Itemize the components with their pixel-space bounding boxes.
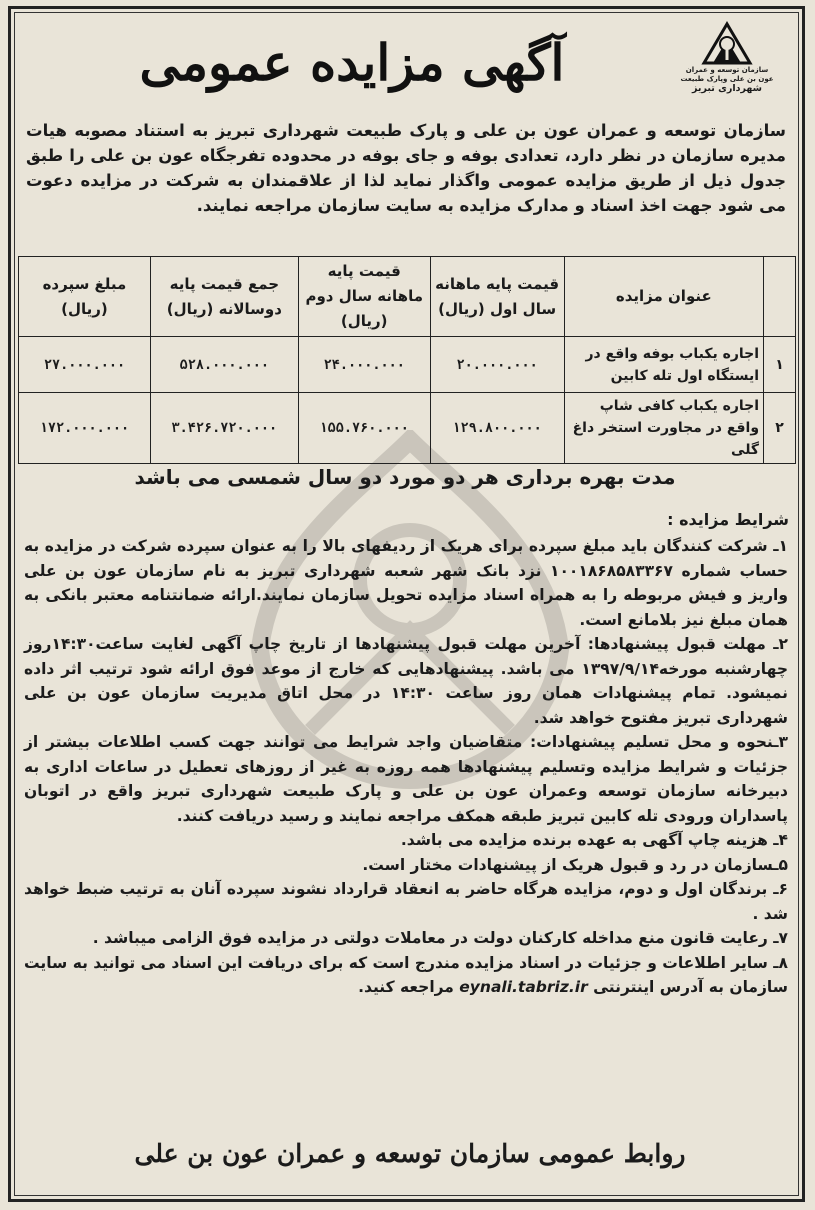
row-price-year2: ۲۴.۰۰۰.۰۰۰ xyxy=(298,337,430,393)
footer-signature: روابط عمومی سازمان توسعه و عمران عون بن علی xyxy=(134,1139,686,1168)
header-deposit: مبلغ سپرده (ریال) xyxy=(19,257,151,337)
table-row xyxy=(19,337,796,393)
condition-8-tail: مراجعه کنید. xyxy=(358,978,460,996)
header xyxy=(18,16,797,110)
conditions-heading: شرایط مزایده : xyxy=(667,510,789,529)
logo-line-2: عون بن علی وپارک طبیعت xyxy=(680,75,774,83)
duration-statement: مدت بهره برداری هر دو مورد دو سال شمسی می باشد xyxy=(134,465,676,489)
municipality-logo xyxy=(671,20,783,106)
header-row-number xyxy=(764,257,796,337)
logo-line-1: سازمان توسعه و عمران xyxy=(685,66,769,74)
logo-caption xyxy=(671,66,783,93)
row-number: ۲ xyxy=(764,393,796,464)
row-title: اجاره یکباب کافی شاپ واقع در مجاورت استخر داغ گلی xyxy=(564,393,764,464)
row-price-year1: ۱۲۹.۸۰۰.۰۰۰ xyxy=(430,393,564,464)
website-url: eynali.tabriz.ir xyxy=(459,978,588,996)
table-row xyxy=(19,393,796,464)
header-title: عنوان مزایده xyxy=(564,257,764,337)
condition-3: ۳ـنحوه و محل تسلیم پیشنهادات: متقاضیان واجد شرایط می توانند جهت کسب اطلاعات بیشتر از جزئیات و شرایط مزایده وتسلیم پیشنهادها همه روزه به غیر از روزهای تعطیل در ساعات اداری به دبیرخانه سازمان توسعه وعمران عون بن علی و پارک طبیعت شهرداری تبریز واقع در اتوبان پاسداران ورودی تله کابین تبریز طبقه همکف مراجعه نمایند و رسید دریافت کنند. xyxy=(24,733,788,825)
condition-7: ۷ـ رعایت قانون منع مداخله کارکنان دولت در معاملات دولتی در مزایده فوق الزامی میباشد . xyxy=(92,929,788,947)
row-price-year1: ۲۰.۰۰۰.۰۰۰ xyxy=(430,337,564,393)
header-total: جمع قیمت پایه دوسالانه (ریال) xyxy=(150,257,298,337)
row-title: اجاره یکباب بوفه واقع در ایستگاه اول تله کابین xyxy=(564,337,764,393)
row-total: ۵۲۸.۰۰۰.۰۰۰ xyxy=(150,337,298,393)
header-price-year1: قیمت پایه ماهانه سال اول (ریال) xyxy=(430,257,564,337)
table-header-row xyxy=(19,257,796,337)
logo-line-3: شهرداری تبریز xyxy=(692,83,762,94)
row-deposit: ۱۷۲.۰۰۰.۰۰۰ xyxy=(19,393,151,464)
header-price-year2: قیمت پایه ماهانه سال دوم (ریال) xyxy=(298,257,430,337)
condition-2: ۲ـ مهلت قبول پیشنهادها: آخرین مهلت قبول پیشنهادها از تاریخ چاپ آگهی لغایت ساعت۱۴:۳۰روز چهارشنبه مورخه۱۳۹۷/۹/۱۴ می باشد. پیشنهادهایی که خارج از موعد فوق ارائه شود ترتیب اثر داده نمیشود. تمام پیشنهادات همان روز ساعت ۱۴:۳۰ در محل اتاق مدیریت سازمان عون بن علی شهرداری تبریز مفتوح خواهد شد. xyxy=(24,635,788,727)
conditions-list xyxy=(24,534,788,1000)
condition-1: ۱ـ شرکت کنندگان باید مبلغ سپرده برای هریک از ردیفهای بالا را به عنوان سپرده شرکت در مزایده به حساب شماره ۱۰۰۱۸۶۸۵۸۳۳۶۷ نزد بانک شهر شعبه شهرداری تبریز به نام سازمان عون بن علی واریز و فیش مربوطه را به همراه اسناد مزایده تحویل سازمان نمایند.ارائه ضمانتنامه معتبر بانکی به همان مبلغ نیز بلامانع است. xyxy=(24,537,788,629)
condition-8 xyxy=(24,951,788,1000)
tree-mountain-icon xyxy=(701,20,753,66)
intro-paragraph: سازمان توسعه و عمران عون بن علی و پارک طبیعت شهرداری تبریز به استناد مصوبه هیات مدیره سازمان در نظر دارد، تعدادی بوفه و جای بوفه در محدوده تفرجگاه عون بن علی را طبق جدول ذیل از طریق مزایده عمومی واگذار نماید لذا از علاقمندان به شرکت در مزایده دعوت می شود جهت اخذ اسناد و مدارک مزایده به سایت سازمان مراجعه نمایند. xyxy=(26,121,786,215)
page-title: آگهی مزایده عمومی xyxy=(139,33,565,92)
condition-5: ۵ـسازمان در رد و قبول هریک از پیشنهادات مختار است. xyxy=(362,855,788,874)
row-price-year2: ۱۵۵.۷۶۰.۰۰۰ xyxy=(298,393,430,464)
row-number: ۱ xyxy=(764,337,796,393)
row-deposit: ۲۷.۰۰۰.۰۰۰ xyxy=(19,337,151,393)
row-total: ۳.۴۲۶.۷۲۰.۰۰۰ xyxy=(150,393,298,464)
auction-table xyxy=(18,256,796,464)
condition-8-text: ۸ـ سایر اطلاعات و جزئیات در اسناد مزایده مندرج است که برای دریافت این اسناد می توانید به سایت سازمان به آدرس اینترنتی xyxy=(24,953,788,996)
condition-6: ۶ـ برندگان اول و دوم، مزایده هرگاه حاضر به انعقاد قرارداد نشوند سپرده آنان به ترتیب ضبط خواهد شد . xyxy=(24,880,788,923)
condition-4: ۴ـ هزینه چاپ آگهی به عهده برنده مزایده می باشد. xyxy=(400,831,788,849)
